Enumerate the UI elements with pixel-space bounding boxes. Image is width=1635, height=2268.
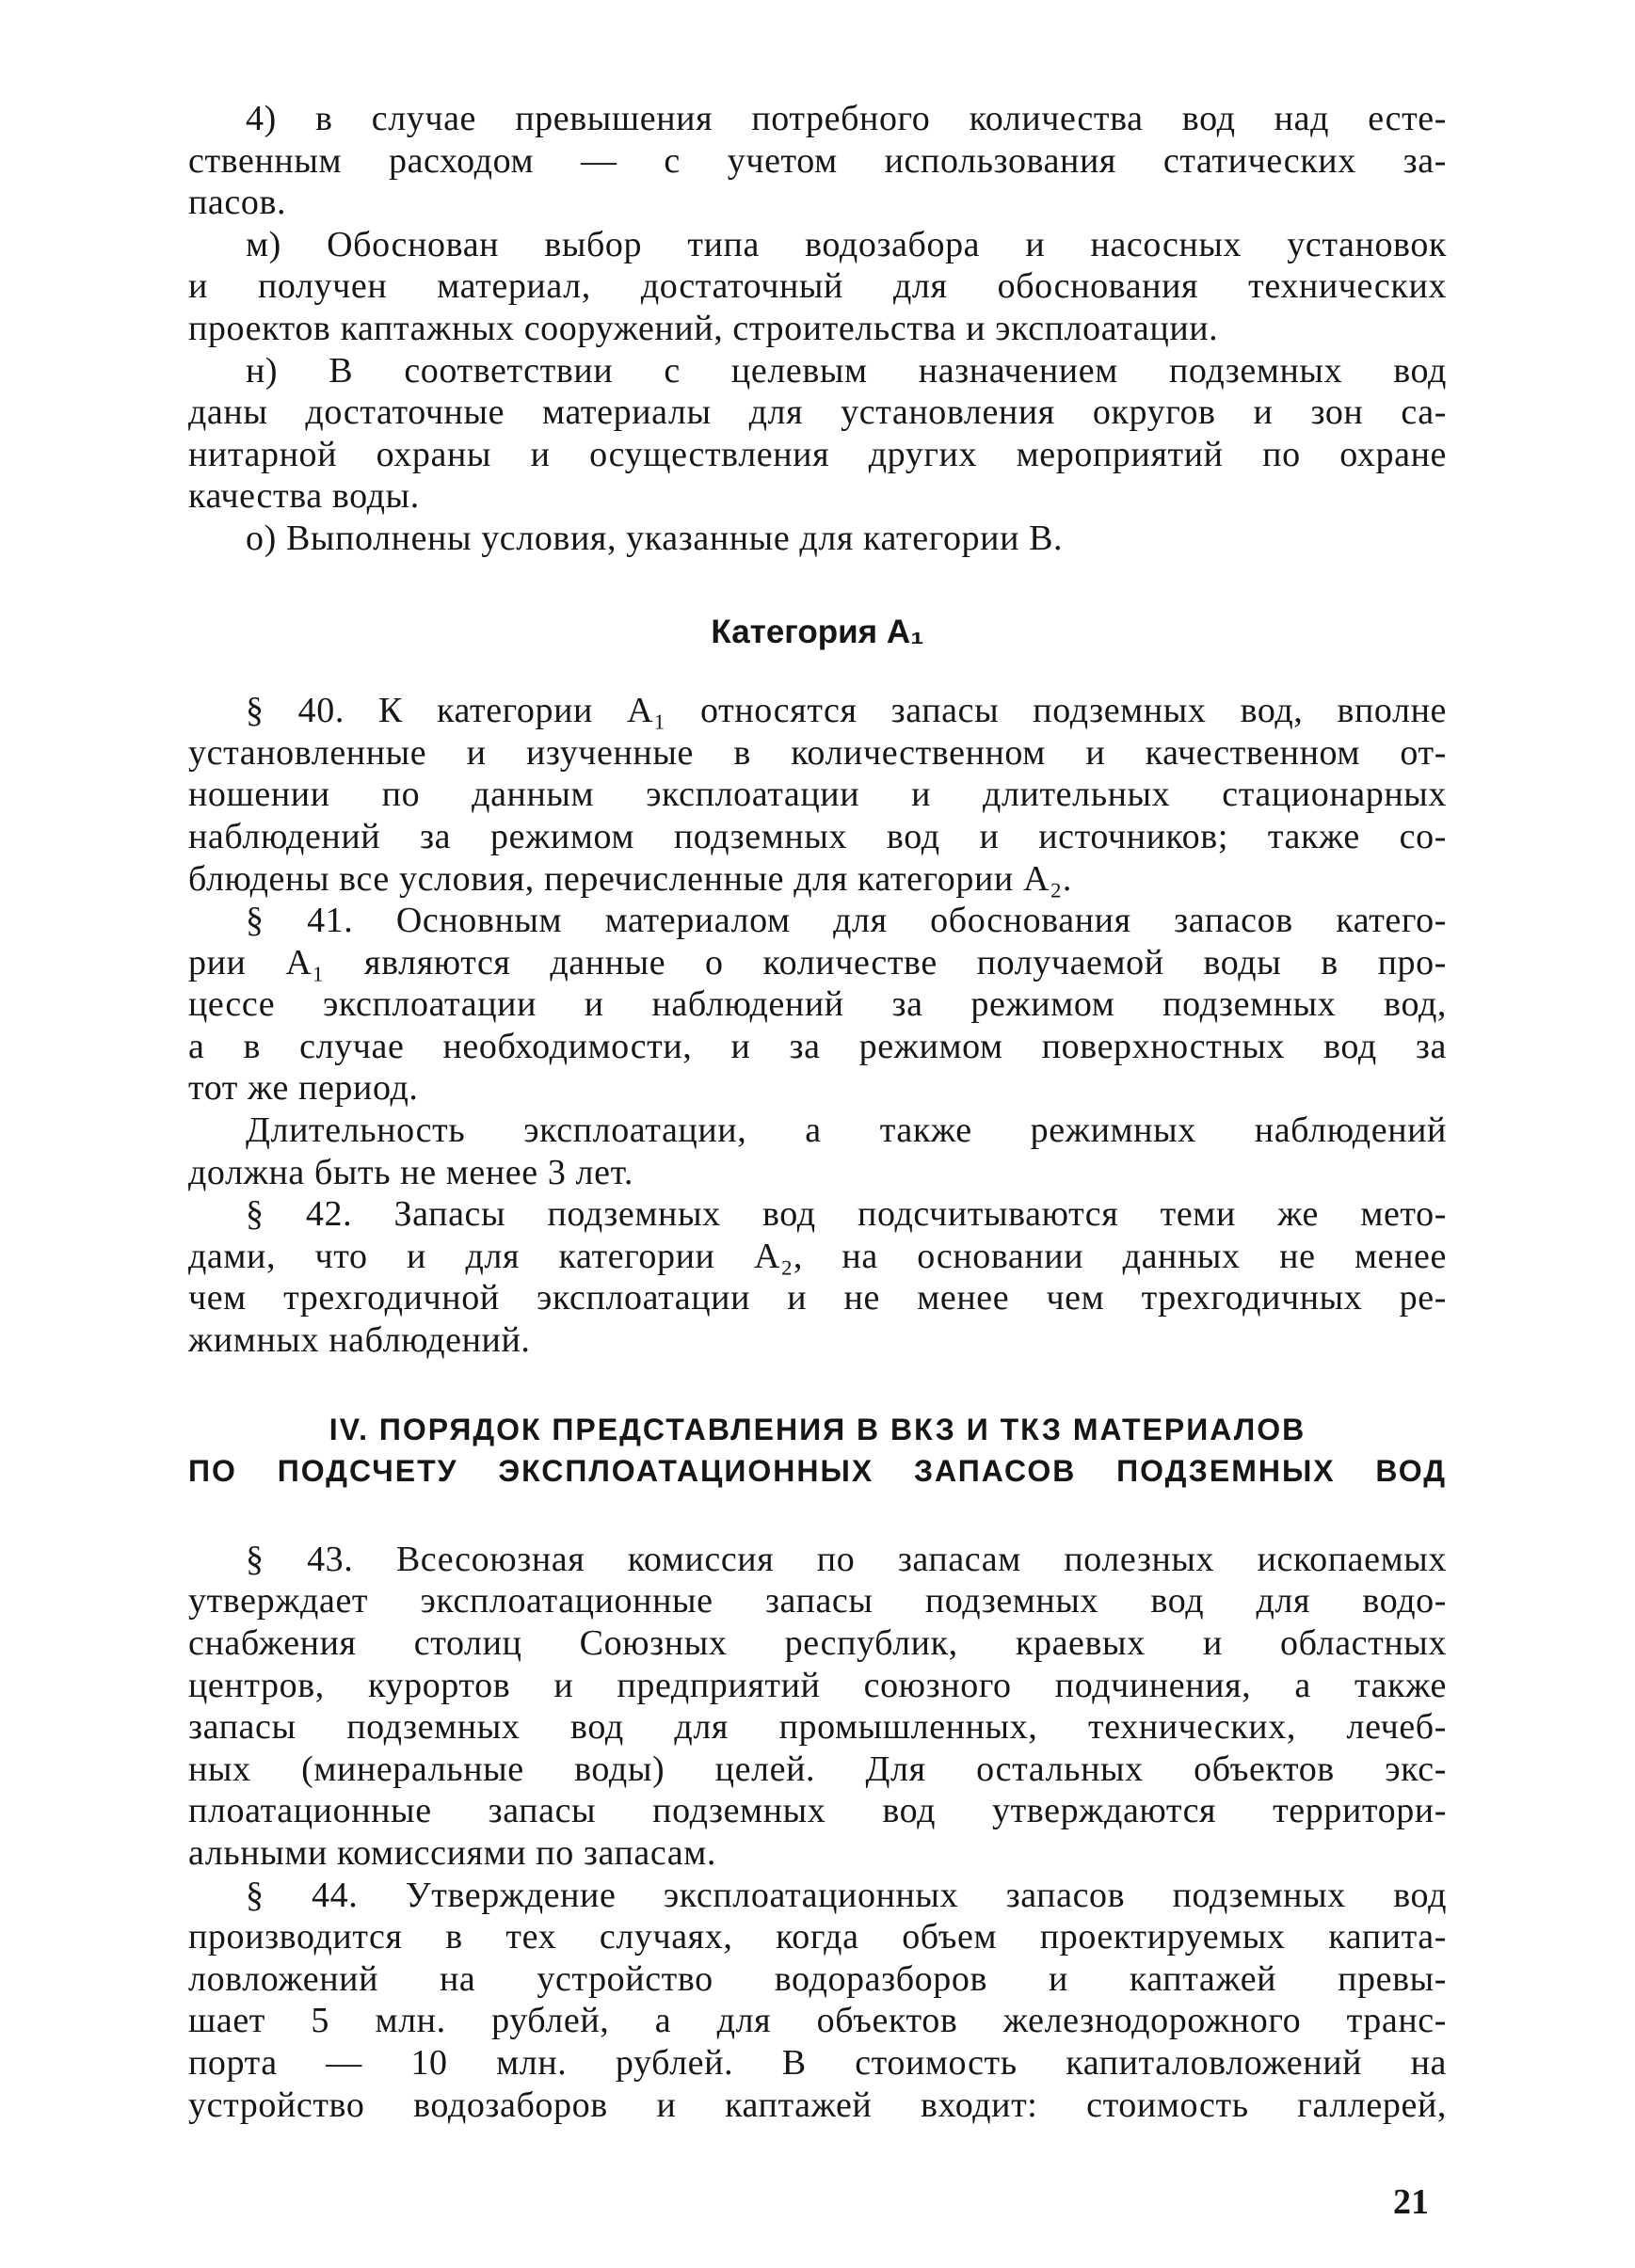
text-line: и получен материал, достаточный для обоснования технических — [188, 266, 1447, 307]
paragraph — [188, 1539, 1447, 1875]
text-line: снабжения столиц Союзных республик, краевых и областных — [188, 1623, 1447, 1663]
paragraph — [188, 1110, 1447, 1193]
text-line: ственным расходом — с учетом использования статических за- — [188, 140, 1447, 181]
text-line: жимных наблюдений. — [188, 1320, 531, 1361]
text-line: качества воды. — [188, 476, 420, 517]
category-heading: Категория А₁ — [711, 613, 924, 650]
text-line: о) Выполнены условия, указанные для категории В. — [246, 518, 1064, 558]
text-line: порта — 10 млн. рублей. В стоимость капиталовложений на — [188, 2042, 1447, 2083]
page-number: 21 — [1393, 2182, 1429, 2222]
paragraph — [188, 900, 1447, 1110]
text-line: запасы подземных вод для промышленных, технических, лечеб- — [188, 1707, 1447, 1748]
paragraph — [188, 1875, 1447, 2127]
text-line: цессе эксплоатации и наблюдений за режимом подземных вод, — [188, 984, 1447, 1025]
text-line: альными комиссиями по запасам. — [188, 1832, 717, 1873]
text-line: § 44. Утверждение эксплоатационных запасов подземных вод — [246, 1875, 1447, 1915]
text-line: утверждает эксплоатационные запасы подземных вод для водо- — [188, 1581, 1447, 1621]
paragraph — [188, 98, 1447, 224]
text-line: проектов каптажных сооружений, строительства и эксплоатации. — [188, 308, 1219, 348]
text-line: пасов. — [188, 183, 287, 223]
paragraph — [188, 350, 1447, 518]
text-line: блюдены все условия, перечисленные для категории А₂. — [188, 858, 1072, 899]
text-line: производится в тех случаях, когда объем проектируемых капита- — [188, 1917, 1447, 1957]
text-line: даны достаточные материалы для установления округов и зон са- — [188, 392, 1447, 433]
text-line: наблюдений за режимом подземных вод и источников; также со- — [188, 816, 1447, 856]
text-line: § 42. Запасы подземных вод подсчитываются теми же мето- — [246, 1194, 1447, 1235]
text-line: устройство водозаборов и каптажей входит: стоимость галлерей, — [188, 2084, 1447, 2125]
text-line: тот же период. — [188, 1068, 419, 1109]
text-line: дами, что и для категории А₂, на основании данных не менее — [188, 1236, 1447, 1276]
text-line: н) В соответствии с целевым назначением подземных вод — [246, 350, 1447, 391]
text-line: ловложений на устройство водоразборов и каптажей превы- — [188, 1958, 1447, 1999]
text-line: ных (минеральные воды) целей. Для остальных объектов экс- — [188, 1749, 1447, 1789]
text-line: § 40. К категории А₁ относятся запасы подземных вод, вполне — [246, 691, 1447, 731]
text-line: а в случае необходимости, и за режимом поверхностных вод за — [188, 1026, 1447, 1066]
text-line: должна быть не менее 3 лет. — [188, 1152, 634, 1192]
text-line: § 43. Всесоюзная комиссия по запасам полезных ископаемых — [246, 1539, 1447, 1579]
paragraph — [188, 224, 1447, 350]
paragraph — [188, 1193, 1447, 1361]
section-heading-line: IV. ПОРЯДОК ПРЕДСТАВЛЕНИЯ В ВКЗ И ТКЗ МАТЕРИАЛОВ — [329, 1412, 1306, 1446]
text-line: центров, курортов и предприятий союзного подчинения, а также — [188, 1665, 1447, 1705]
text-line: шает 5 млн. рублей, а для объектов железнодорожного транс- — [188, 2001, 1447, 2041]
text-line: § 41. Основным материалом для обоснования запасов катего- — [246, 901, 1447, 941]
text-line: Длительность эксплоатации, а также режимных наблюдений — [246, 1110, 1447, 1151]
text-line: ношении по данным эксплоатации и длительных стационарных — [188, 775, 1447, 815]
section-heading-line: ПО ПОДСЧЕТУ ЭКСПЛОАТАЦИОННЫХ ЗАПАСОВ ПОДЗЕМНЫХ ВОД — [188, 1454, 1447, 1489]
text-line: чем трехгодичной эксплоатации и не менее чем трехгодичных ре- — [188, 1278, 1447, 1318]
document-body — [188, 98, 1447, 2126]
text-line: установленные и изученные в количественном и качественном от- — [188, 732, 1447, 773]
text-line: плоатационные запасы подземных вод утверждаются территори- — [188, 1791, 1447, 1831]
paragraph — [188, 690, 1447, 900]
text-line: нитарной охраны и осуществления других мероприятий по охране — [188, 434, 1447, 474]
text-line: рии А₁ являются данные о количестве получаемой воды в про- — [188, 942, 1447, 982]
text-line: м) Обоснован выбор типа водозабора и насосных установок — [246, 224, 1447, 264]
paragraph — [188, 518, 1447, 560]
text-line: 4) в случае превышения потребного количества вод над есте- — [246, 99, 1447, 138]
